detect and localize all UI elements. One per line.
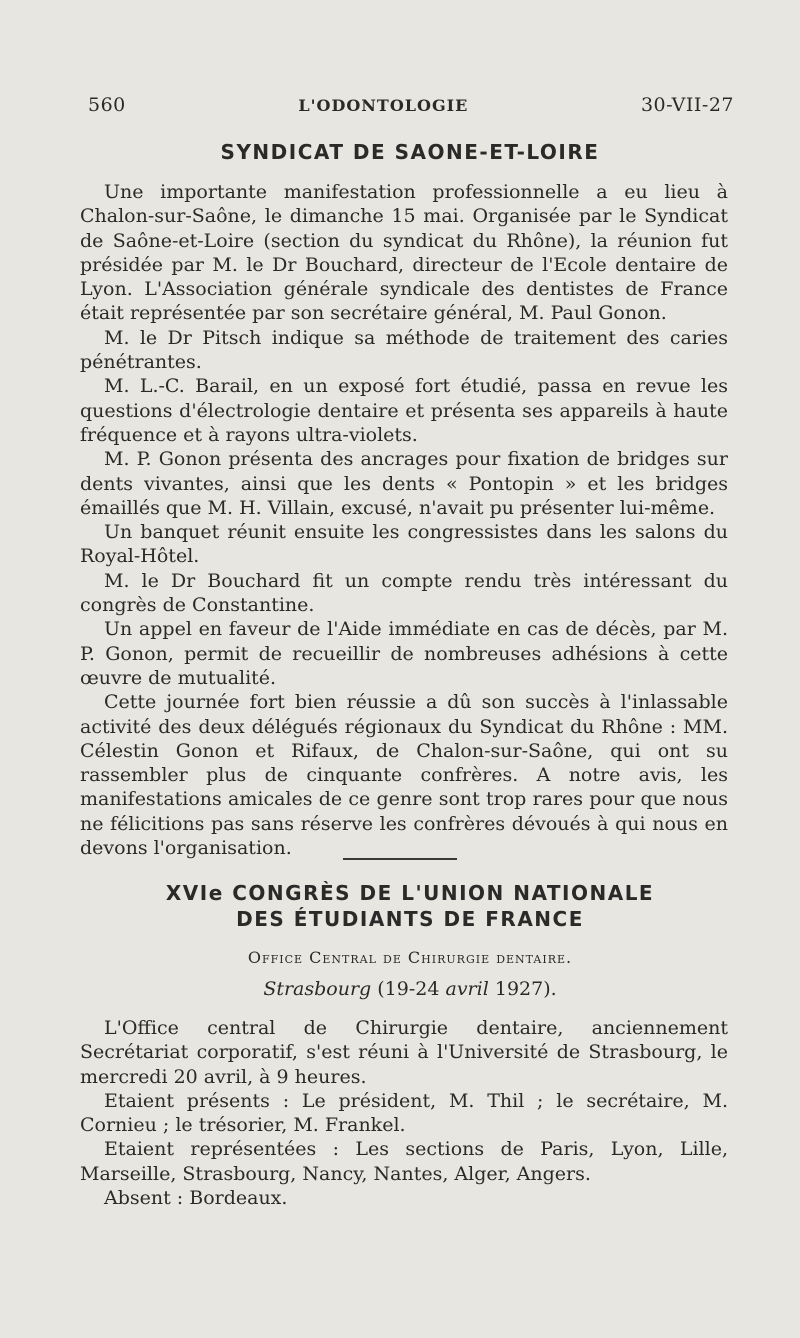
section-divider bbox=[343, 858, 457, 860]
title-line-2: DES ÉTUDIANTS DE FRANCE bbox=[236, 907, 584, 931]
office-subtitle: Office Central de Chirurgie dentaire. bbox=[247, 948, 573, 967]
paragraph: Une importante manifestation professionnelle a eu lieu à Chalon-sur-Saône, le dimanche 15 mai. Organisée par le Syndicat de Saône-et-Loire (section du syndicat du Rhône), la réunion fut présidée par M. le Dr Bouchard, directeur de l'Ecole dentaire de Lyon. L'Association générale syndicale des dentistes de France était représentée par son secrétaire général, M. Paul Gonon. bbox=[80, 181, 728, 325]
paragraph: M. L.-C. Barail, en un exposé fort étudié, passa en revue les questions d'électrologie dentaire et présenta ses appareils à haute fréquence et à rayons ultra-violets. bbox=[80, 375, 728, 446]
paragraph: M. P. Gonon présenta des ancrages pour fixation de bridges sur dents vivantes, ainsi que les dents « Pontopin » et les bridges émaillés que M. H. Villain, excusé, n'avait pu présenter lui-même. bbox=[80, 448, 728, 519]
paragraph: Etaient représentées : Les sections de Paris, Lyon, Lille, Marseille, Strasbourg, Nancy, Nantes, Alger, Angers. bbox=[80, 1138, 728, 1185]
paragraph: Cette journée fort bien réussie a dû son succès à l'inlassable activité des deux délégués régionaux du Syndicat du Rhône : MM. Célestin Gonon et Rifaux, de Chalon-sur-Saône, qui ont su rassembler plus de cinquante confrères. A notre avis, les manifestations amicales de ce genre sont trop rares pour que nous ne félicitions pas sans réserve les confrères dévoués à qui nous en devons l'organisation. bbox=[80, 691, 728, 860]
dates-prefix: (19-24 bbox=[377, 978, 440, 1000]
running-header bbox=[88, 94, 734, 116]
title-line-1: XVIe CONGRÈS DE L'UNION NATIONALE bbox=[165, 881, 655, 905]
paragraph: L'Office central de Chirurgie dentaire, anciennement Secrétariat corporatif, s'est réuni à l'Université de Strasbourg, le mercredi 20 avril, à 9 heures. bbox=[80, 1017, 728, 1088]
paragraph: Absent : Bordeaux. bbox=[104, 1187, 288, 1210]
page-number: 560 bbox=[88, 94, 126, 116]
dates-month: avril bbox=[445, 978, 489, 1000]
section-body-congres bbox=[80, 1016, 728, 1210]
paragraph: Un appel en faveur de l'Aide immédiate en cas de décès, par M. P. Gonon, permit de recueillir de nombreuses adhésions à cette œuvre de mutualité. bbox=[80, 618, 728, 689]
place-and-dates bbox=[60, 978, 760, 1000]
section-body-syndicat bbox=[80, 180, 728, 860]
section-title-syndicat: SYNDICAT DE SAONE-ET-LOIRE bbox=[220, 140, 600, 164]
place-name: Strasbourg bbox=[263, 978, 372, 1000]
paragraph: M. le Dr Bouchard fit un compte rendu très intéressant du congrès de Constantine. bbox=[80, 569, 728, 617]
dates-year: 1927). bbox=[494, 978, 557, 1000]
paragraph: Un banquet réunit ensuite les congressistes dans les salons du Royal-Hôtel. bbox=[80, 521, 728, 568]
paragraph: Etaient présents : Le président, M. Thil ; le secrétaire, M. Cornieu ; le trésorier, M. Frankel. bbox=[80, 1089, 728, 1137]
paragraph: M. le Dr Pitsch indique sa méthode de traitement des caries pénétrantes. bbox=[80, 326, 728, 374]
section-title-congres bbox=[60, 880, 760, 932]
journal-title: L'ODONTOLOGIE bbox=[298, 96, 469, 115]
issue-date: 30-VII-27 bbox=[640, 94, 734, 116]
